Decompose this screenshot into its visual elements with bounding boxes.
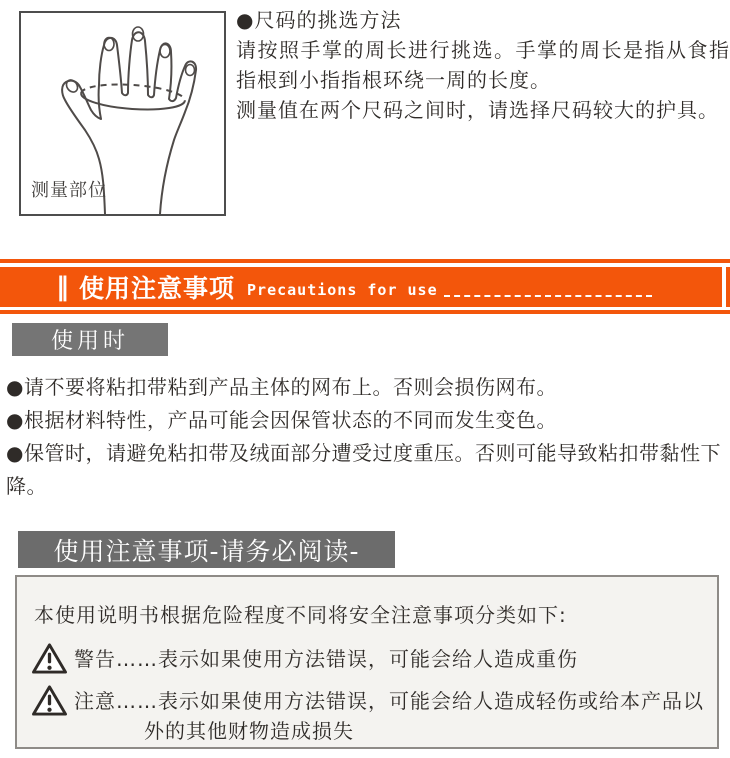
warning-triangle-icon <box>31 642 68 675</box>
banner-top-rule <box>0 259 730 263</box>
caution-row <box>31 686 717 746</box>
warning-description: ……表示如果使用方法错误，可能会给人造成重伤 <box>116 647 578 671</box>
precautions-title-cn: 使用注意事项 <box>79 274 236 303</box>
caution-level: 注意 <box>74 689 116 713</box>
usage-bullet-1: ●请不要将粘扣带粘到产品主体的网布上。否则会损伤网布。 <box>6 375 557 399</box>
warning-text <box>74 644 717 674</box>
size-selection-body-1: 请按照手掌的周长进行挑选。手掌的周长是指从食指指根到小指指根环绕一周的长度。 <box>236 38 730 92</box>
safety-notice-box <box>15 575 719 749</box>
size-selection-title: ●尺码的挑选方法 <box>236 8 402 32</box>
usage-bullet-list <box>6 371 726 503</box>
caution-text <box>74 686 717 746</box>
warning-level: 警告 <box>74 647 116 671</box>
must-read-banner: 使用注意事项-请务必阅读- <box>18 531 395 568</box>
caution-description: ……表示如果使用方法错误，可能会给人造成轻伤或给本产品以外的其他财物造成损失 <box>116 689 704 743</box>
double-bar-marker: ‖ <box>56 272 69 302</box>
notice-intro: 本使用说明书根据危险程度不同将安全注意事项分类如下: <box>34 603 567 627</box>
precautions-title-en: Precautions for use <box>247 281 438 299</box>
size-selection-text <box>236 5 730 125</box>
when-using-label: 使用时 <box>12 323 168 356</box>
dashed-line <box>444 294 652 297</box>
hand-measurement-diagram <box>19 11 226 216</box>
banner-right-stripe <box>722 267 726 307</box>
measurement-area-label: 测量部位 <box>31 180 107 201</box>
caution-triangle-icon <box>31 684 68 717</box>
warning-row <box>31 644 717 675</box>
usage-bullet-2: ●根据材料特性，产品可能会因保管状态的不同而发生变色。 <box>6 408 557 432</box>
usage-bullet-3: ●保管时，请避免粘扣带及绒面部分遭受过度重压。否则可能导致粘扣带黏性下降。 <box>6 441 721 498</box>
size-selection-body-2: 测量值在两个尺码之间时，请选择尺码较大的护具。 <box>236 98 719 122</box>
precautions-banner <box>0 267 730 307</box>
banner-bottom-rule <box>0 310 730 314</box>
